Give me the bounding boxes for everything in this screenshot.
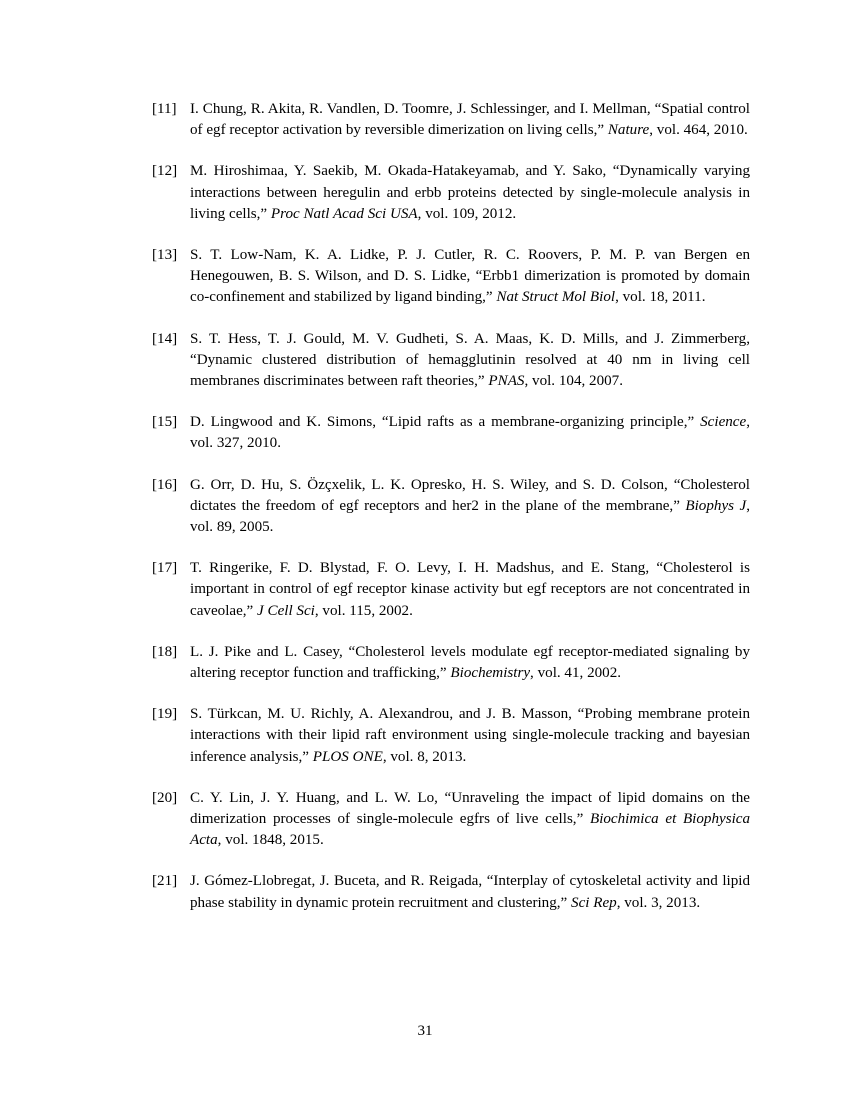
citation-text: , vol. 41, 2002. — [530, 665, 622, 682]
citation-text: I. Chung, R. Akita, R. Vandlen, D. Toomre, J. Schlessinger, and I. Mellman, “Spatial control of egf receptor activation by reversible dimerization on living cells,” — [190, 101, 750, 139]
reference-entry — [152, 871, 750, 913]
reference-label: [13] — [152, 247, 178, 264]
citation-text: J. Gómez-Llobregat, J. Buceta, and R. Reigada, “Interplay of cytoskeletal activity and lipid phase stability in dynamic protein recruitment and clustering,” — [190, 873, 750, 911]
journal-name: Nat Struct Mol Biol — [496, 289, 616, 306]
reference-label: [11] — [152, 101, 177, 117]
reference-label: [15] — [152, 414, 178, 431]
journal-name: Biophys J — [685, 497, 747, 514]
reference-entry — [152, 99, 750, 141]
citation-text: D. Lingwood and K. Simons, “Lipid rafts as a membrane-organizing principle,” — [190, 414, 701, 431]
citation-text: , vol. 115, 2002. — [314, 602, 413, 619]
citation-text: , vol. 18, 2011. — [615, 289, 706, 306]
citation-text: , vol. 8, 2013. — [382, 748, 467, 765]
references-list — [152, 99, 750, 914]
reference-text — [190, 99, 750, 141]
reference-text — [190, 245, 750, 309]
page-number: 31 — [417, 1023, 433, 1039]
citation-text: , vol. 104, 2007. — [524, 373, 623, 390]
reference-entry — [152, 788, 750, 852]
reference-entry — [152, 642, 750, 684]
citation-text: , vol. 109, 2012. — [417, 205, 517, 222]
journal-name: Biochemistry — [450, 665, 531, 682]
reference-text — [190, 475, 750, 539]
citation-text: C. Y. Lin, J. Y. Huang, and L. W. Lo, “Unraveling the impact of lipid domains on the dimerization processes of single-molecule egfrs of live cells,” — [190, 789, 750, 828]
journal-name: PNAS — [488, 373, 525, 390]
journal-name: Biochimica et Biophysica Acta — [190, 811, 751, 849]
reference-entry — [152, 161, 750, 225]
reference-text — [190, 704, 750, 768]
citation-text: L. J. Pike and L. Casey, “Cholesterol levels modulate egf receptor-mediated signaling by altering receptor function and trafficking,” — [190, 643, 750, 682]
reference-entry — [152, 704, 750, 768]
citation-text: , vol. 3, 2013. — [616, 894, 701, 911]
reference-text — [190, 329, 750, 393]
citation-text: S. T. Hess, T. J. Gould, M. V. Gudheti, S. A. Maas, K. D. Mills, and J. Zimmerberg, “Dynamic clustered distribution of hemagglutinin resolved at 40 nm in living cell membranes discriminates between raft theories,” — [190, 330, 750, 390]
reference-text — [190, 788, 750, 852]
citation-text: , vol. 464, 2010. — [649, 122, 748, 139]
citation-text: T. Ringerike, F. D. Blystad, F. O. Levy, I. H. Madshus, and E. Stang, “Cholesterol is important in control of egf receptor kinase activity but egf receptors are not concentrated in caveolae,” — [190, 560, 750, 619]
reference-label: [20] — [152, 789, 178, 806]
reference-entry — [152, 475, 750, 539]
reference-text — [190, 871, 750, 913]
reference-text — [190, 558, 750, 622]
reference-label: [21] — [152, 873, 178, 890]
journal-name: Nature — [607, 122, 650, 139]
citation-text: S. Türkcan, M. U. Richly, A. Alexandrou, and J. B. Masson, “Probing membrane protein interactions with their lipid raft environment using single-molecule tracking and bayesian inference analysis,” — [190, 706, 750, 765]
citation-text: S. T. Low-Nam, K. A. Lidke, P. J. Cutler, R. C. Roovers, P. M. P. van Bergen en Henegouwen, B. S. Wilson, and D. S. Lidke, “Erbb1 dimerization is promoted by domain co-confinement and stabilized by ligand binding,” — [190, 247, 750, 306]
journal-name: Science — [700, 414, 747, 431]
reference-entry — [152, 412, 750, 454]
reference-text — [190, 161, 750, 225]
reference-entry — [152, 558, 750, 622]
reference-label: [12] — [152, 163, 178, 180]
reference-text — [190, 412, 750, 454]
citation-text: , vol. 1848, 2015. — [217, 832, 324, 849]
journal-name: Proc Natl Acad Sci USA — [270, 205, 418, 222]
journal-name: PLOS ONE — [312, 748, 383, 765]
citation-text: , vol. 327, 2010. — [190, 414, 750, 452]
citation-text: G. Orr, D. Hu, S. Özçxelik, L. K. Opresko, H. S. Wiley, and S. D. Colson, “Cholesterol dictates the freedom of egf receptors and her2 in the plane of the membrane,” — [190, 476, 750, 514]
reference-label: [18] — [152, 643, 178, 660]
reference-entry — [152, 245, 750, 309]
journal-name: Sci Rep — [571, 894, 617, 911]
reference-label: [14] — [152, 330, 178, 347]
journal-name: J Cell Sci — [257, 602, 315, 619]
reference-text — [190, 642, 750, 684]
reference-label: [16] — [152, 476, 178, 493]
reference-entry — [152, 329, 750, 393]
citation-text: , vol. 89, 2005. — [190, 497, 750, 536]
reference-label: [19] — [152, 706, 178, 723]
reference-label: [17] — [152, 560, 178, 577]
citation-text: M. Hiroshimaa, Y. Saekib, M. Okada-Hatakeyamab, and Y. Sako, “Dynamically varying interactions between heregulin and erbb proteins detected by single-molecule analysis in living cells,” — [190, 163, 750, 222]
